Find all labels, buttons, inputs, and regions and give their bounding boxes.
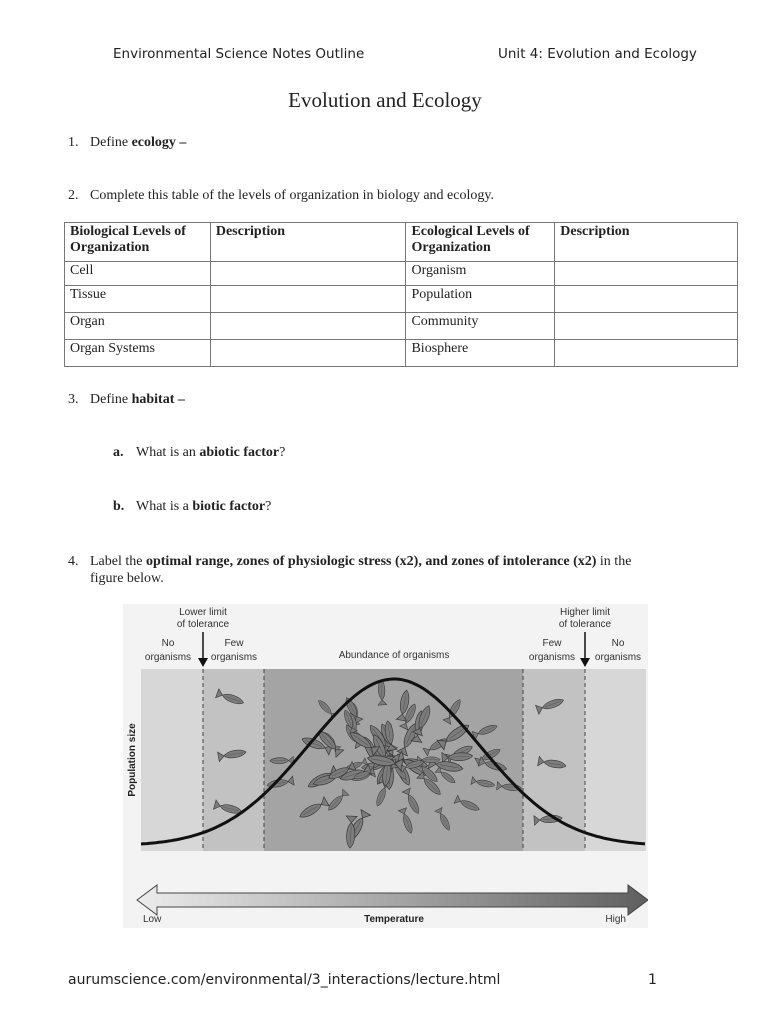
table-cell-blank [210,340,406,367]
no-organisms-right-line2: organisms [594,652,642,663]
table-cell: Tissue [65,286,211,313]
table-header-row [65,223,738,262]
few-organisms-right-line2: organisms [528,652,576,663]
no-organisms-right-line1: No [611,638,625,649]
table-header: Description [210,223,406,262]
y-axis-label: Population size [127,723,138,797]
term-habitat: habitat [131,392,175,407]
footer-url: aurumscience.com/environmental/3_interactions/lecture.html [68,972,501,988]
abundance-label: Abundance of organisms [338,650,450,661]
question-3a: a. What is an abiotic factor? [113,445,286,460]
few-organisms-left-line2: organisms [210,652,258,663]
term-ecology: ecology [131,135,176,150]
lower-limit-label-line2: of tolerance [176,619,230,630]
page-title: Evolution and Ecology [288,88,482,112]
table-cell-blank [555,286,738,313]
table-row [65,340,738,367]
table-cell: Organ Systems [65,340,211,367]
table-row [65,313,738,340]
table-header: Description [555,223,738,262]
question-3: 3. Define habitat – [68,392,185,407]
table-cell-blank [210,286,406,313]
higher-limit-label-line1: Higher limit [559,607,611,618]
few-organisms-right-line1: Few [542,638,562,649]
lower-limit-label-line1: Lower limit [179,607,227,618]
tolerance-range-figure [123,604,648,928]
few-organisms-left-line1: Few [224,638,244,649]
question-1: 1. Define ecology – [68,135,187,150]
no-organisms-left-line2: organisms [144,652,192,663]
table-cell: Biosphere [406,340,555,367]
table-header: Ecological Levels of Organization [406,223,555,262]
table-cell: Organ [65,313,211,340]
term-tolerance-zones: optimal range, zones of physiologic stress (x2), and zones of intolerance (x2) [145,554,597,569]
table-cell: Organism [406,262,555,286]
term-abiotic-factor: abiotic factor [199,445,280,460]
levels-table [64,222,738,367]
table-cell: Community [406,313,555,340]
table-header: Biological Levels of Organization [65,223,211,262]
table-cell-blank [555,340,738,367]
table-cell-blank [555,313,738,340]
no-organisms-left-line1: No [161,638,175,649]
question-2: 2. Complete this table of the levels of organization in biology and ecology. [68,188,494,203]
header-unit-title: Unit 4: Evolution and Ecology [498,46,697,62]
page-number: 1 [648,972,657,988]
table-cell: Population [406,286,555,313]
higher-limit-label-line2: of tolerance [558,619,612,630]
table-row [65,262,738,286]
x-axis-low-label: Low [143,914,162,925]
x-axis-high-label: High [605,914,626,925]
table-cell-blank [555,262,738,286]
x-axis-label: Temperature [364,914,424,925]
table-cell-blank [210,262,406,286]
table-row [65,286,738,313]
table-cell-blank [210,313,406,340]
question-3b: b. What is a biotic factor? [113,499,272,514]
header-course-title: Environmental Science Notes Outline [113,46,365,62]
term-biotic-factor: biotic factor [192,499,266,514]
table-cell: Cell [65,262,211,286]
question-4: 4. Label the optimal range, zones of physiologic stress (x2), and zones of intolerance (x2) in the figure below. [68,554,632,586]
